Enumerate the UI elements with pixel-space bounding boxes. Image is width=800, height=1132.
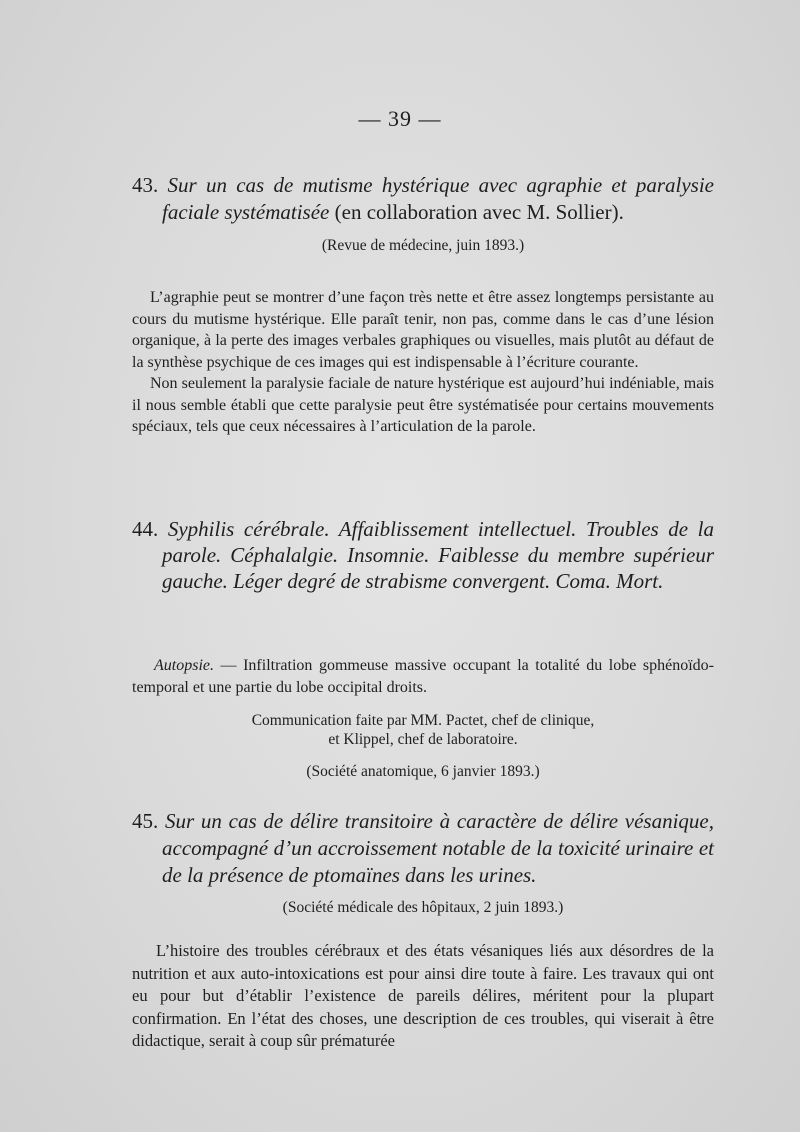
entry-45-title bbox=[132, 808, 714, 889]
entry-44-autopsy bbox=[132, 655, 714, 699]
autopsy-text: — Infiltration gommeuse massive occupant la totalité du lobe sphénoïdo-temporal et une partie du lobe occipital droits. bbox=[132, 657, 714, 696]
entry-44-source: (Société anatomique, 6 janvier 1893.) bbox=[306, 763, 540, 780]
entry-43-title-plain: (en collaboration avec M. Sollier). bbox=[329, 200, 624, 224]
entry-43-body bbox=[132, 287, 714, 438]
entry-44 bbox=[132, 516, 714, 594]
entry-44-communication bbox=[132, 711, 714, 749]
communication-line-1: Communication faite par MM. Pactet, chef de clinique, bbox=[251, 712, 595, 729]
entry-45-source: (Société médicale des hôpitaux, 2 juin 1893.) bbox=[282, 899, 564, 916]
entry-45-title-italic: Sur un cas de délire transitoire à caractère de délire vésanique, accompagné d’un accroissement notable de la toxicité urinaire et de la présence de ptomaïnes dans les urines. bbox=[162, 809, 714, 887]
entry-number: 44. bbox=[132, 517, 159, 541]
communication-line-2: et Klippel, chef de laboratoire. bbox=[328, 731, 518, 748]
entry-43-source: (Revue de médecine, juin 1893.) bbox=[321, 237, 525, 254]
page-number: — 39 — bbox=[358, 106, 442, 131]
entry-44-title bbox=[132, 516, 714, 594]
entry-45-body bbox=[132, 940, 714, 1053]
autopsy-label: Autopsie. bbox=[154, 657, 214, 674]
entry-45 bbox=[132, 808, 714, 889]
entry-45-paragraph: L’histoire des troubles cérébraux et des états vésaniques liés aux désordres de la nutrition et aux auto-intoxications est pour ainsi dire toute à faire. Les travaux qui ont eu pour but d’établir l’existence de pareils délires, méritent pour la plupart confirmation. En l’état des choses, une description de ces troubles, qui viserait à être didactique, serait à coup sûr prématurée bbox=[132, 941, 714, 1050]
entry-43-title bbox=[132, 172, 714, 226]
entry-43 bbox=[132, 172, 714, 226]
entry-43-paragraph-1: L’agraphie peut se montrer d’une façon très nette et être assez longtemps persistante au cours du mutisme hystérique. Elle paraît tenir, non pas, comme dans le cas d’une lésion organique, à la perte des images verbales graphiques ou visuelles, mais plutôt au défaut de la synthèse psychique de ces images qui est indispensable à l’écriture courante. bbox=[132, 289, 714, 371]
entry-44-title-italic: Syphilis cérébrale. Affaiblissement intellectuel. Troubles de la parole. Céphalalgie. Insomnie. Faiblesse du membre supérieur gauche. Léger degré de strabisme convergent. Coma. Mort. bbox=[162, 517, 714, 593]
entry-number: 43. bbox=[132, 173, 159, 197]
entry-43-title-italic: Sur un cas de mutisme hystérique avec agraphie et paralysie faciale systématisée bbox=[162, 173, 715, 224]
entry-43-paragraph-2: Non seulement la paralysie faciale de nature hystérique est aujourd’hui indéniable, mais il nous semble établi que cette paralysie peut être systématisée pour certains mouvements spéciaux, tels que ceux nécessaires à l’articulation de la parole. bbox=[132, 375, 714, 435]
entry-number: 45. bbox=[132, 809, 159, 833]
